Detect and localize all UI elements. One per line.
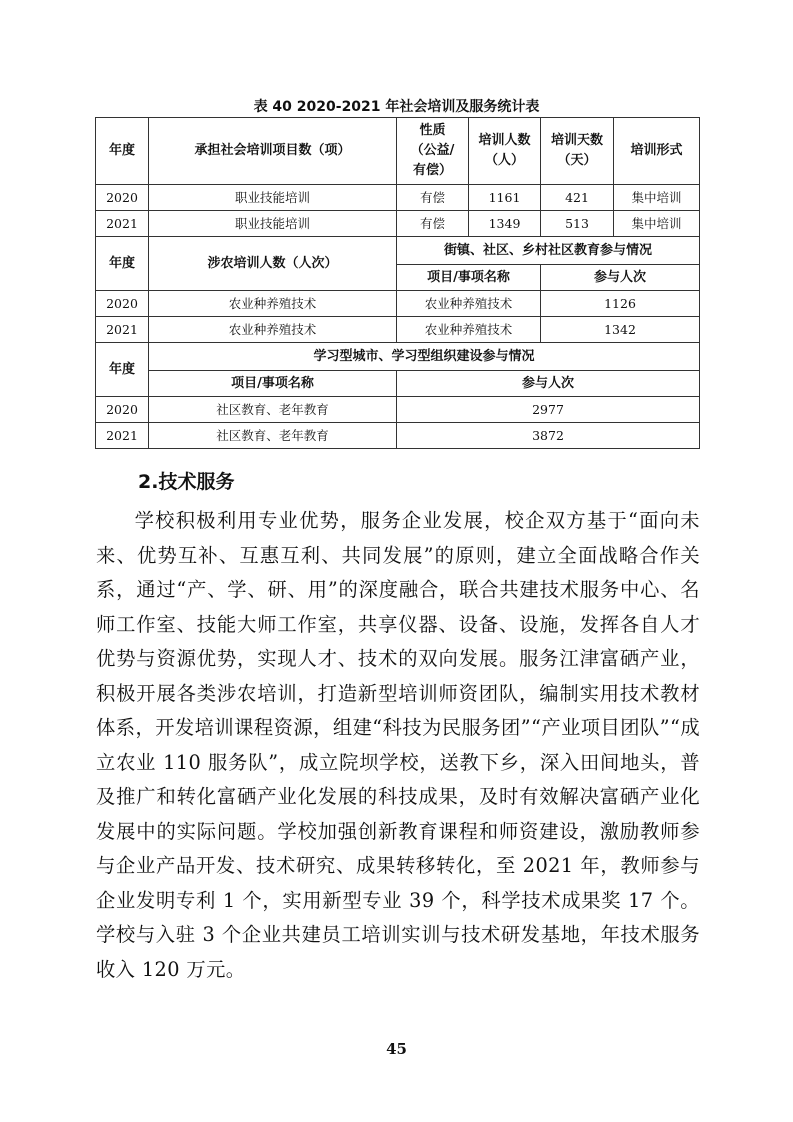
- cell-participants: 1342: [541, 317, 700, 343]
- table-header-row: [96, 118, 700, 185]
- body-paragraph: 学校积极利用专业优势，服务企业发展，校企双方基于“面向未来、优势互补、互惠互利、共同发展”的原则，建立全面战略合作关系，通过“产、学、研、用”的深度融合，联合共建技术服务中心、名师工作室、技能大师工作室，共享仪器、设备、设施，发挥各自人才优势与资源优势，实现人才、技术的双向发展。服务江津富硒产业，积极开展各类涉农培训，打造新型培训师资团队，编制实用技术教材体系，开发培训课程资源，组建“科技为民服务团”“产业项目团队”“成立农业 110 服务队”，成立院坝学校，送教下乡，深入田间地头，普及推广和转化富硒产业化发展的科技成果，及时有效解决富硒产业化发展中的实际问题。学校加强创新教育课程和师资建设，激励教师参与企业产品开发、技术研究、成果转移转化，至 2021 年，教师参与企业发明专利 1 个，实用新型专业 39 个，科学技术成果奖 17 个。学校与入驻 3 个企业共建员工培训实训与技术研发基地，年技术服务收入 120 万元。: [96, 509, 700, 981]
- cell-year: 2021: [96, 317, 149, 343]
- cell-agri-training: 农业种养殖技术: [149, 291, 397, 317]
- table-row: [96, 397, 700, 423]
- header-training-days-label: 培训天数 （天）: [550, 133, 603, 168]
- cell-project: 职业技能培训: [149, 185, 397, 211]
- cell-days: 513: [541, 211, 614, 237]
- cell-project: 职业技能培训: [149, 211, 397, 237]
- header-training-form: 培训形式: [614, 118, 700, 185]
- cell-year: 2020: [96, 291, 149, 317]
- table-row: [96, 291, 700, 317]
- header-community-participation: 街镇、社区、乡村社区教育参与情况: [397, 237, 700, 265]
- training-statistics-table: [95, 117, 700, 449]
- cell-agri-training: 农业种养殖技术: [149, 317, 397, 343]
- cell-item-name: 社区教育、老年教育: [149, 423, 397, 449]
- cell-participants: 3872: [397, 423, 700, 449]
- header-learning-city-participation: 学习型城市、学习型组织建设参与情况: [149, 343, 700, 371]
- cell-form: 集中培训: [614, 211, 700, 237]
- header-training-days: [541, 118, 614, 185]
- table-row: [96, 185, 700, 211]
- cell-item-name: 社区教育、老年教育: [149, 397, 397, 423]
- header-participants: 参与人次: [541, 265, 700, 291]
- table-row: [96, 423, 700, 449]
- header-year: 年度: [96, 118, 149, 185]
- cell-item-name: 农业种养殖技术: [397, 317, 541, 343]
- header-year: 年度: [96, 343, 149, 397]
- header-trainee-count: [469, 118, 541, 185]
- header-agri-trainees: 涉农培训人数（人次）: [149, 237, 397, 291]
- cell-form: 集中培训: [614, 185, 700, 211]
- cell-days: 421: [541, 185, 614, 211]
- table-caption: 表 40 2020-2021 年社会培训及服务统计表: [253, 99, 540, 115]
- header-project-count: 承担社会培训项目数（项）: [149, 118, 397, 185]
- cell-trainees: 1161: [469, 185, 541, 211]
- header-participants: 参与人次: [397, 371, 700, 397]
- page-number: 45: [386, 1040, 407, 1058]
- cell-year: 2020: [96, 185, 149, 211]
- header-item-name: 项目/事项名称: [149, 371, 397, 397]
- header-item-name: 项目/事项名称: [397, 265, 541, 291]
- cell-trainees: 1349: [469, 211, 541, 237]
- header-nature: [397, 118, 469, 185]
- cell-year: 2020: [96, 397, 149, 423]
- header-year: 年度: [96, 237, 149, 291]
- table-row: [96, 211, 700, 237]
- cell-year: 2021: [96, 423, 149, 449]
- table-header-row: [96, 371, 700, 397]
- header-nature-label: 性质 （公益/ 有偿）: [410, 123, 455, 178]
- cell-nature: 有偿: [397, 185, 469, 211]
- cell-participants: 2977: [397, 397, 700, 423]
- header-trainee-count-label: 培训人数 （人）: [478, 133, 531, 168]
- cell-item-name: 农业种养殖技术: [397, 291, 541, 317]
- table-row: [96, 317, 700, 343]
- cell-nature: 有偿: [397, 211, 469, 237]
- table-header-row: [96, 237, 700, 265]
- cell-participants: 1126: [541, 291, 700, 317]
- cell-year: 2021: [96, 211, 149, 237]
- section-title: 2.技术服务: [138, 471, 235, 493]
- table-header-row: [96, 343, 700, 371]
